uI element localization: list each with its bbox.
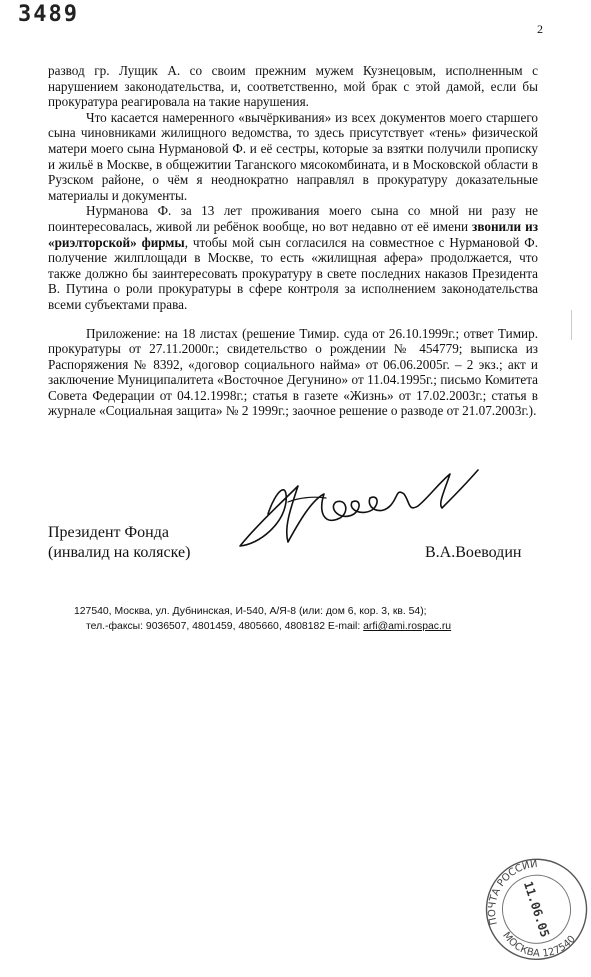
stamp-top-text: ПОЧТА РОССИИ xyxy=(487,858,539,927)
page-number: 2 xyxy=(537,22,543,36)
signatory-subtitle: (инвалид на коляске) xyxy=(48,544,191,561)
paragraph-realtor xyxy=(48,203,538,312)
footer-address: 127540, Москва, ул. Дубнинская, И-540, А/Я-8 (или: дом 6, кор. 3, кв. 54); xyxy=(74,606,427,617)
letterhead-footer xyxy=(74,604,554,634)
letter-body xyxy=(48,63,538,419)
paragraph-divorce: развод гр. Лущик А. со своим прежним мужем Кузнецовым, исполненным с нарушением законодательства, и, соответственно, мой брак с этой дамой, если бы прокуратура реагировала на такие нарушения. xyxy=(48,63,538,110)
footer-contacts xyxy=(74,619,554,634)
stamp-bottom-text: МОСКВА 127540 xyxy=(500,930,579,960)
paragraph-housing: Что касается намеренного «вычёркивания» из всех документов моего старшего сына чиновниками жилищного ведомства, то здесь присутствует «тень» физической матери моего сына Нурмановой Ф. и её сестры, которые за взятки получили прописку и жильё в Москве, в общежитии Таганского мясокомбината, и в Московской области в Рузском районе, о чём я неоднократно направлял в прокуратуру доказательные материалы и документы. xyxy=(48,109,538,203)
footer-email-link[interactable]: arfi@ami.rospac.ru xyxy=(363,621,452,632)
postal-stamp xyxy=(478,838,590,977)
paragraph-realtor-start: Нурманова Ф. за 13 лет проживания моего сына со мной ни разу не поинтересовалась, живой ли ребёнок вообще, но вот недавно от её имени xyxy=(48,203,538,234)
stamp-date: 11.06.05 xyxy=(520,879,553,939)
paragraph-attachments: Приложение: на 18 листах (решение Тимир. суда от 26.10.1999г.; ответ Тимир. прокуратуры от 27.11.2000г.; свидетельство о рождении № 454779; выписка из Распоряжения № 8392, «договор социального найма» от 06.06.2005г. – 2 экз.; акт и заключение Муниципалитета «Восточное Дегунино» от 11.04.1995г.; письмо Комитета Совета Федерации от 04.12.1998г.; статья в газете «Жизнь» от 17.02.2003г.; статья в журнале «Социальная защита» № 2 1999г.; заочное решение о разводе от 21.07.2003г.). xyxy=(48,325,538,419)
handwritten-document-number: 3489 xyxy=(18,2,79,27)
paragraph-realtor-end: , чтобы мой сын согласился на совместное с Нурмановой Ф. получение жилплощади в Москве, то есть «жилищная афера» продолжается, что также должно бы заинтересовать прокуратуру в свете последних наказов Президента В. Путина о роли прокуратуры в сфере контроля за исполнением законодательства всеми субъектами права. xyxy=(48,234,538,312)
realtor-emphasis: звонили из «риэлторской» фирмы xyxy=(48,218,538,250)
scan-mark xyxy=(571,310,572,340)
signatory-name: В.А.Воеводин xyxy=(425,544,522,561)
signatory-title: Президент Фонда xyxy=(48,524,169,541)
footer-phones: тел.-факсы: 9036507, 4801459, 4805660, 4808182 E-mail: xyxy=(86,621,364,632)
